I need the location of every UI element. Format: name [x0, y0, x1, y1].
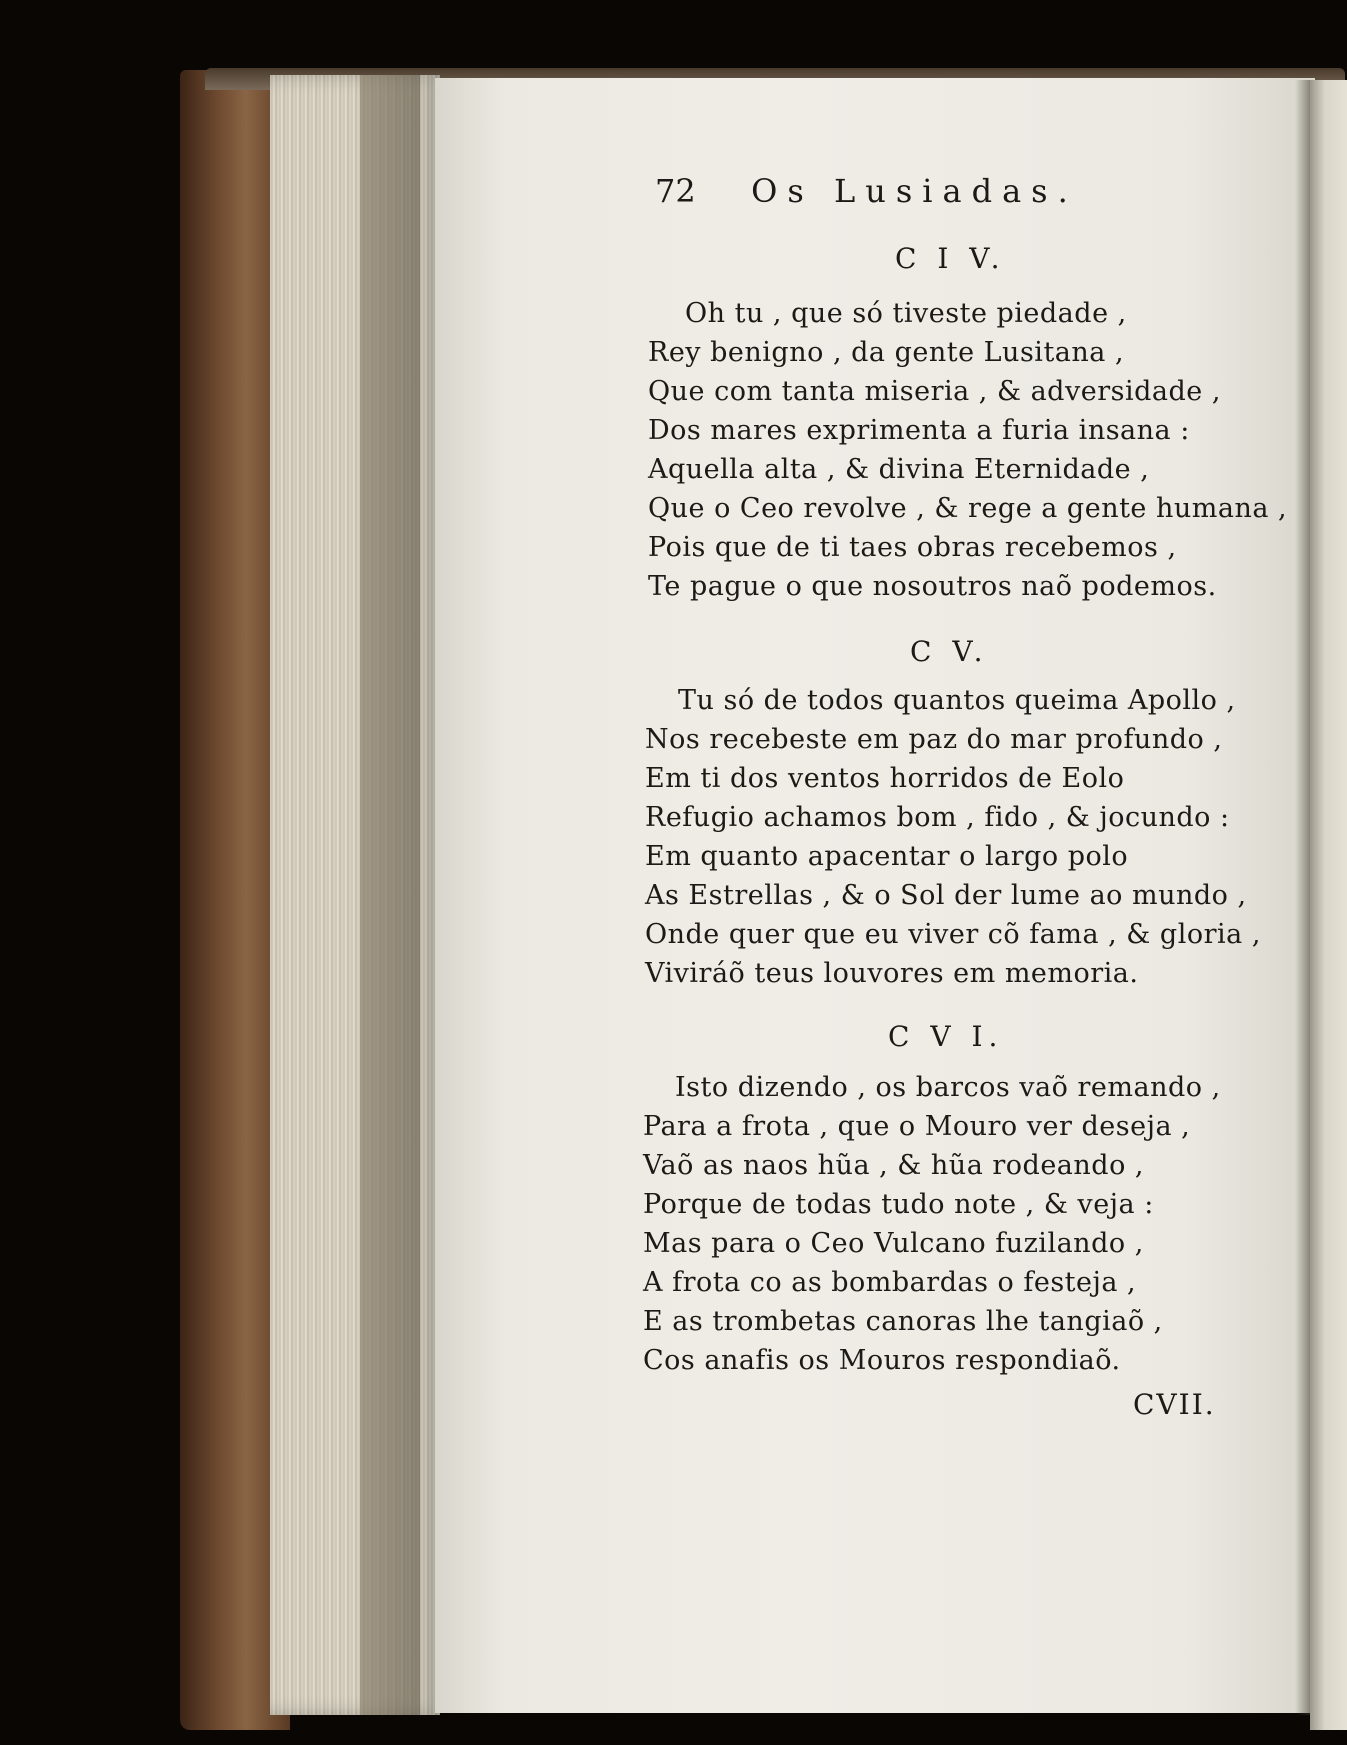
verse-line: Oh tu , que só tiveste piedade ,	[685, 298, 1127, 329]
verse-line: Onde quer que eu viver cõ fama , & gloria ,	[645, 919, 1261, 950]
verse-line: Aquella alta , & divina Eternidade ,	[648, 454, 1150, 485]
running-title: Os Lusiadas.	[751, 172, 1078, 210]
verse-line: Mas para o Ceo Vulcano fuzilando ,	[643, 1228, 1144, 1259]
verse-line: Para a frota , que o Mouro ver deseja ,	[643, 1111, 1191, 1142]
stanza-numeral: C I V.	[895, 242, 1006, 275]
stanza-numeral: C V I.	[888, 1020, 1004, 1053]
verse-line: Tu só de todos quantos queima Apollo ,	[678, 685, 1236, 716]
verse-line: Cos anafis os Mouros respondiaõ.	[643, 1345, 1121, 1376]
catchword: CVII.	[1133, 1388, 1216, 1421]
verse-line: Refugio achamos bom , fido , & jocundo :	[645, 802, 1230, 833]
verse-line: Nos recebeste em paz do mar profundo ,	[645, 724, 1223, 755]
verse-line: Rey benigno , da gente Lusitana ,	[648, 337, 1125, 368]
verse-line: Te pague o que nosoutros naõ podemos.	[648, 571, 1217, 602]
verse-line: As Estrellas , & o Sol der lume ao mundo ,	[645, 880, 1247, 911]
verse-line: Viviráõ teus louvores em memoria.	[645, 958, 1139, 989]
verse-line: Pois que de ti taes obras recebemos ,	[648, 532, 1177, 563]
verse-line: Porque de todas tudo note , & veja :	[643, 1189, 1154, 1220]
verse-line: Isto dizendo , os barcos vaõ remando ,	[675, 1072, 1221, 1103]
verse-line: A frota co as bombardas o festeja ,	[643, 1267, 1137, 1298]
stanza-numeral: C V.	[910, 635, 989, 668]
verse-line: Que o Ceo revolve , & rege a gente humana ,	[648, 493, 1288, 524]
verse-line: Dos mares exprimenta a furia insana :	[648, 415, 1190, 446]
verse-line: Vaõ as naos hũa , & hũa rodeando ,	[643, 1150, 1144, 1181]
running-header	[655, 172, 1125, 222]
verse-line: Em quanto apacentar o largo polo	[645, 841, 1129, 872]
page-number: 72	[655, 172, 696, 210]
verse-line: Que com tanta miseria , & adversidade ,	[648, 376, 1221, 407]
verse-line: Em ti dos ventos horridos de Eolo	[645, 763, 1125, 794]
verse-line: E as trombetas canoras lhe tangiaõ ,	[643, 1306, 1163, 1337]
